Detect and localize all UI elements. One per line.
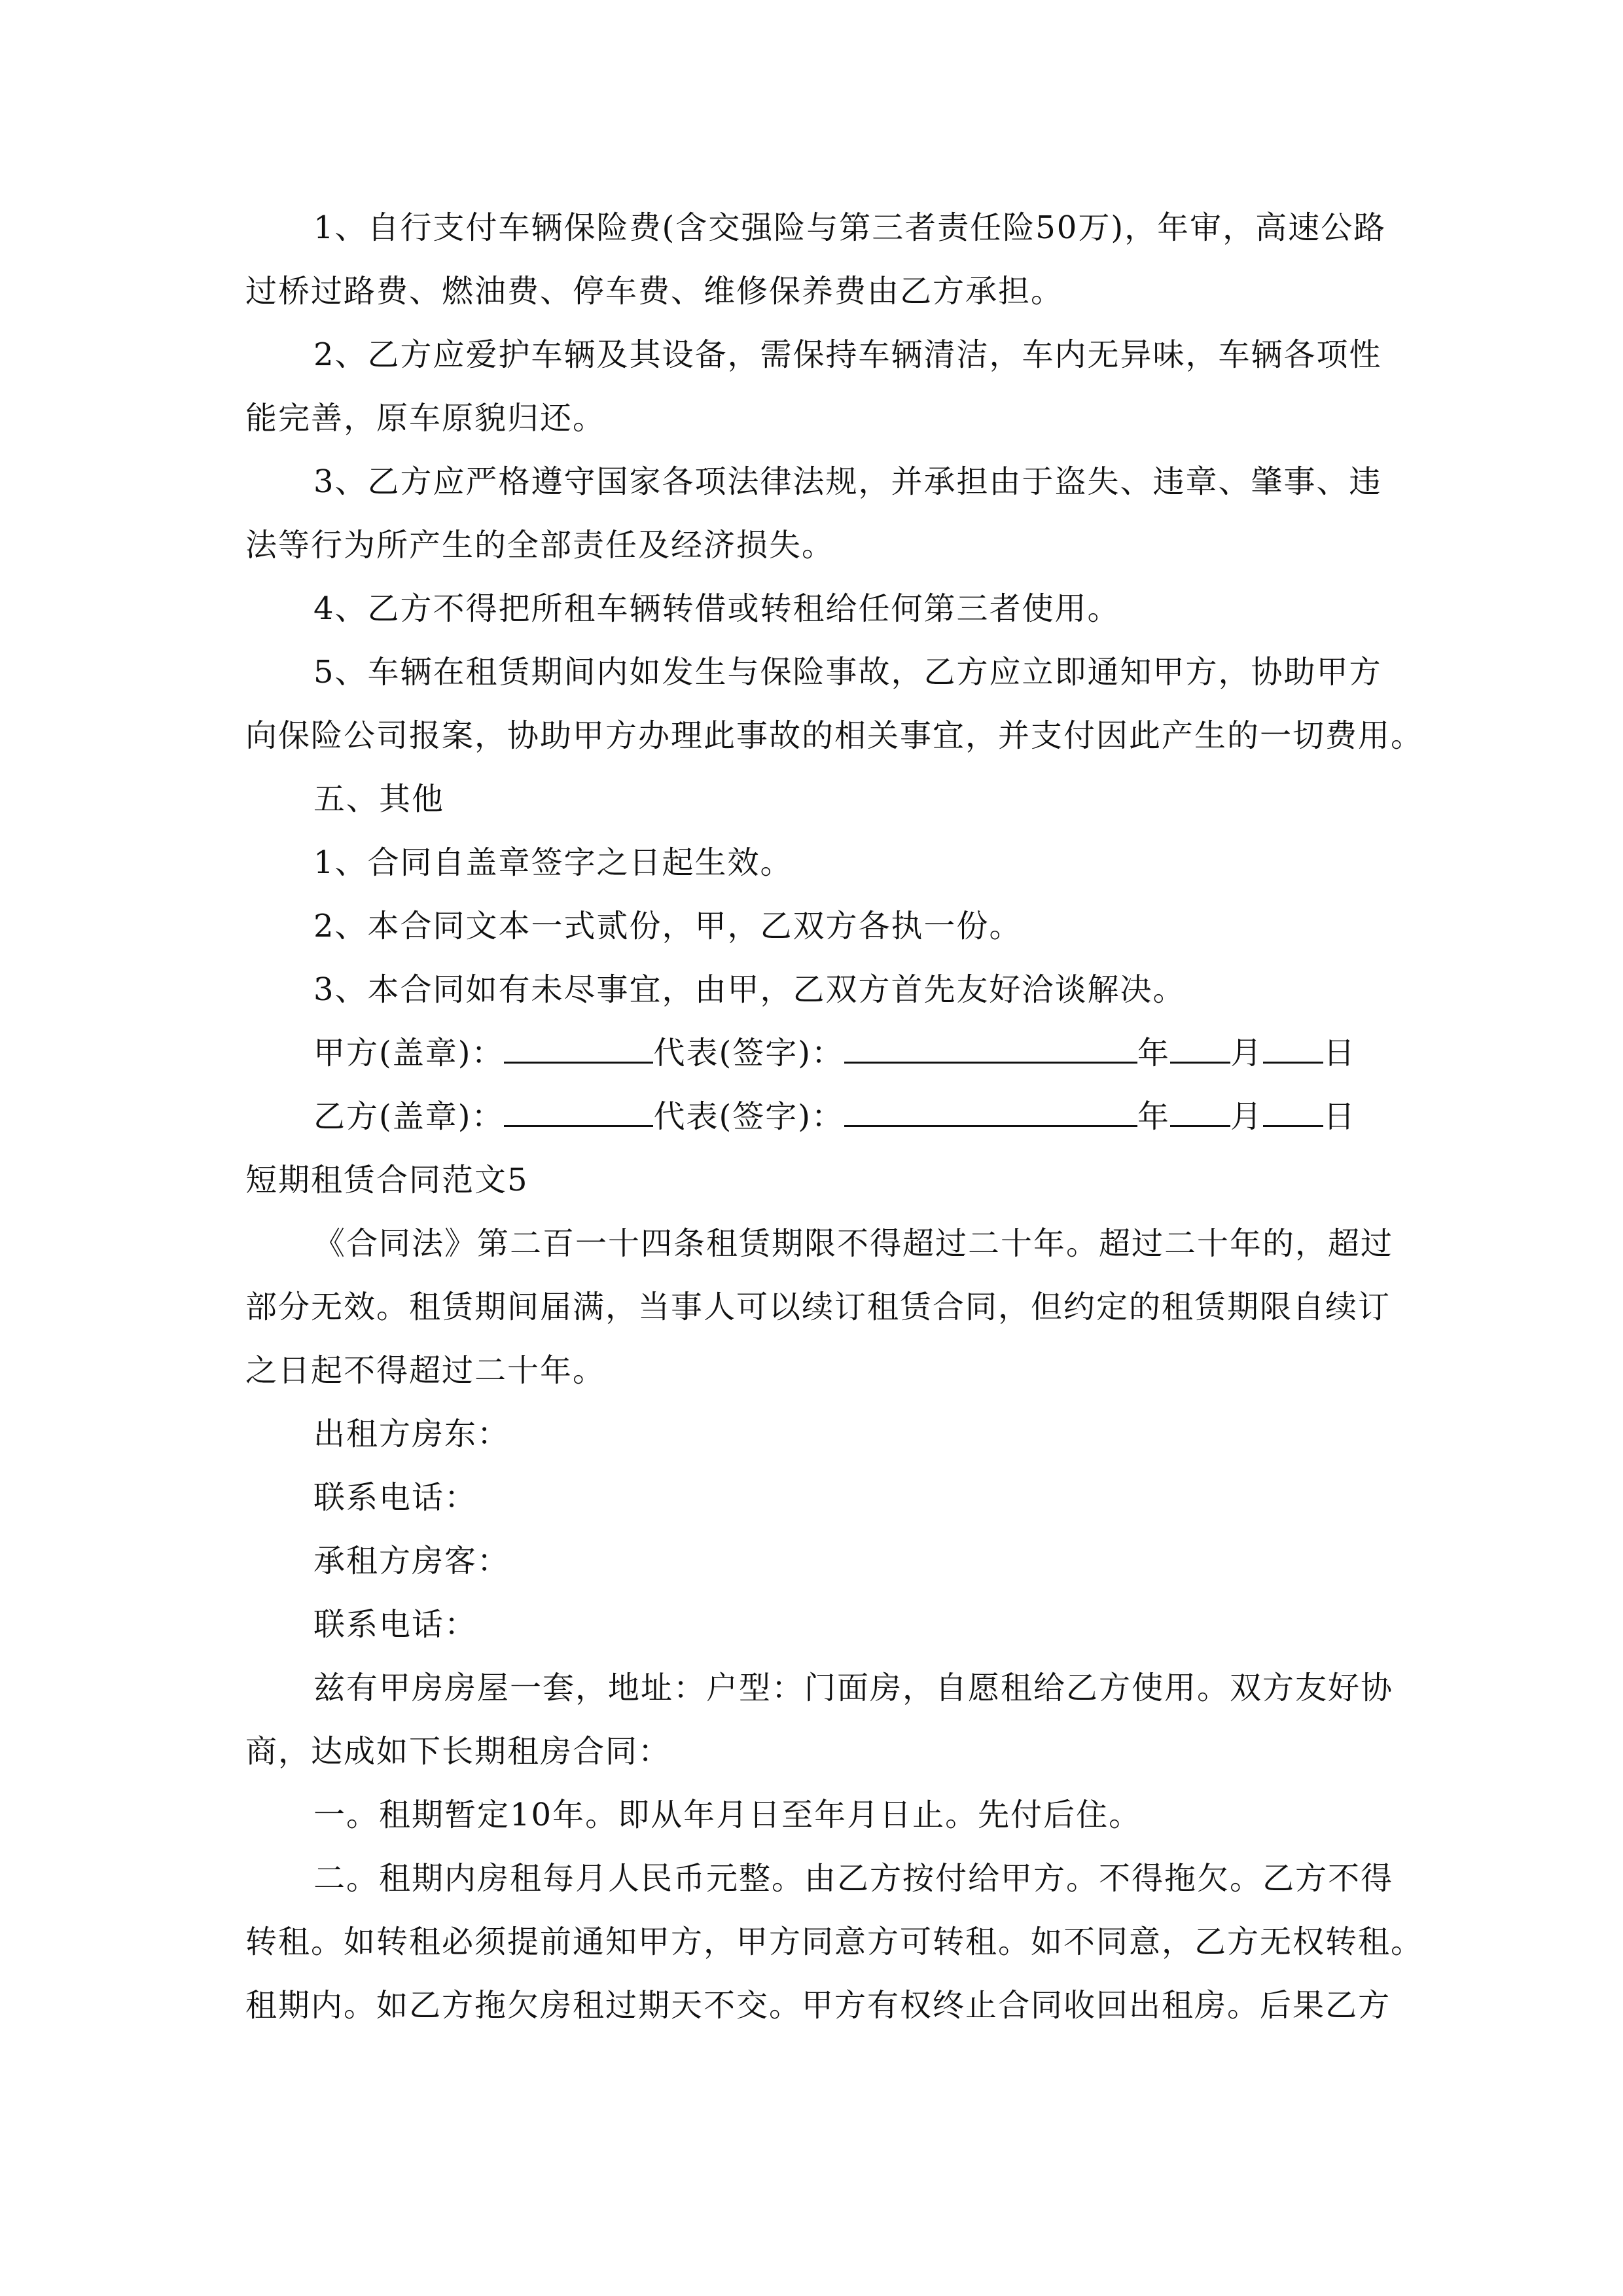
- text-line: 2、本合同文本一式贰份，甲，乙双方各执一份。: [313, 908, 1022, 944]
- party-b-seal-label: 乙方(盖章)：: [313, 1098, 505, 1135]
- text-line: 转租。如转租必须提前通知甲方，甲方同意方可转租。如不同意，乙方无权转租。: [245, 1924, 1424, 1960]
- party-b-rep-label: 代表(签字)：: [653, 1098, 844, 1135]
- text-line: 3、乙方应严格遵守国家各项法律法规，并承担由于盗失、违章、肇事、违: [313, 463, 1382, 500]
- text-line: 租期内。如乙方拖欠房租过期天不交。甲方有权终止合同收回出租房。后果乙方: [245, 1987, 1391, 2024]
- text-line: 1、合同自盖章签字之日起生效。: [313, 844, 793, 881]
- text-line: 《合同法》第二百一十四条租赁期限不得超过二十年。超过二十年的，超过: [313, 1225, 1394, 1262]
- party-b-rep-blank: [844, 1096, 1137, 1127]
- text-line: 兹有甲房房屋一套，地址：户型：门面房，自愿租给乙方使用。双方友好协: [313, 1670, 1394, 1706]
- party-a-rep-blank: [844, 1033, 1137, 1064]
- party-b-seal-blank: [504, 1096, 653, 1127]
- party-a-seal-blank: [504, 1033, 653, 1064]
- party-a-month-blank: [1170, 1033, 1230, 1064]
- text-line: 能完善，原车原貌归还。: [245, 400, 606, 437]
- document-body: [245, 196, 1424, 2037]
- text-line: 商，达成如下长期租房合同：: [245, 1733, 671, 1770]
- party-a-month-label: 月: [1230, 1035, 1263, 1071]
- party-b-month-blank: [1170, 1096, 1230, 1127]
- text-line: 2、乙方应爱护车辆及其设备，需保持车辆清洁，车内无异味，车辆各项性: [313, 336, 1382, 373]
- text-line: 1、自行支付车辆保险费(含交强险与第三者责任险50万)，年审，高速公路: [313, 209, 1387, 246]
- text-line: 法等行为所产生的全部责任及经济损失。: [245, 527, 835, 564]
- signature-line-party-a: [245, 1022, 1379, 1085]
- party-a-rep-label: 代表(签字)：: [653, 1035, 844, 1071]
- party-b-day-blank: [1263, 1096, 1323, 1127]
- text-line: 3、本合同如有未尽事宜，由甲，乙双方首先友好洽谈解决。: [313, 971, 1186, 1008]
- party-b-year-label: 年: [1137, 1098, 1170, 1135]
- signature-line-party-b: [245, 1085, 1379, 1149]
- party-b-month-label: 月: [1230, 1098, 1263, 1135]
- party-a-day-label: 日: [1323, 1035, 1356, 1071]
- party-a-year-label: 年: [1137, 1035, 1170, 1071]
- lessee-phone-label: 联系电话：: [313, 1606, 478, 1643]
- party-a-day-blank: [1263, 1033, 1323, 1064]
- lessor-phone-label: 联系电话：: [313, 1479, 478, 1516]
- lessor-label: 出租方房东：: [313, 1416, 510, 1452]
- text-line: 部分无效。租赁期间届满，当事人可以续订租赁合同，但约定的租赁期限自续订: [245, 1289, 1391, 1325]
- text-line: 一。租期暂定10年。即从年月日至年月日止。先付后住。: [313, 1797, 1142, 1833]
- text-line: 之日起不得超过二十年。: [245, 1352, 606, 1389]
- party-b-day-label: 日: [1323, 1098, 1356, 1135]
- text-line: 向保险公司报案，协助甲方办理此事故的相关事宜，并支付因此产生的一切费用。: [245, 717, 1424, 754]
- text-line: 4、乙方不得把所租车辆转借或转租给任何第三者使用。: [313, 590, 1120, 627]
- party-a-seal-label: 甲方(盖章)：: [313, 1035, 505, 1071]
- text-line: 二。租期内房租每月人民币元整。由乙方按付给甲方。不得拖欠。乙方不得: [313, 1860, 1394, 1897]
- lessee-label: 承租方房客：: [313, 1543, 510, 1579]
- text-line: 过桥过路费、燃油费、停车费、维修保养费由乙方承担。: [245, 273, 1064, 310]
- document-title: 短期租赁合同范文5: [245, 1162, 529, 1198]
- text-line: 5、车辆在租赁期间内如发生与保险事故，乙方应立即通知甲方，协助甲方: [313, 654, 1382, 691]
- section-heading: 五、其他: [313, 781, 445, 817]
